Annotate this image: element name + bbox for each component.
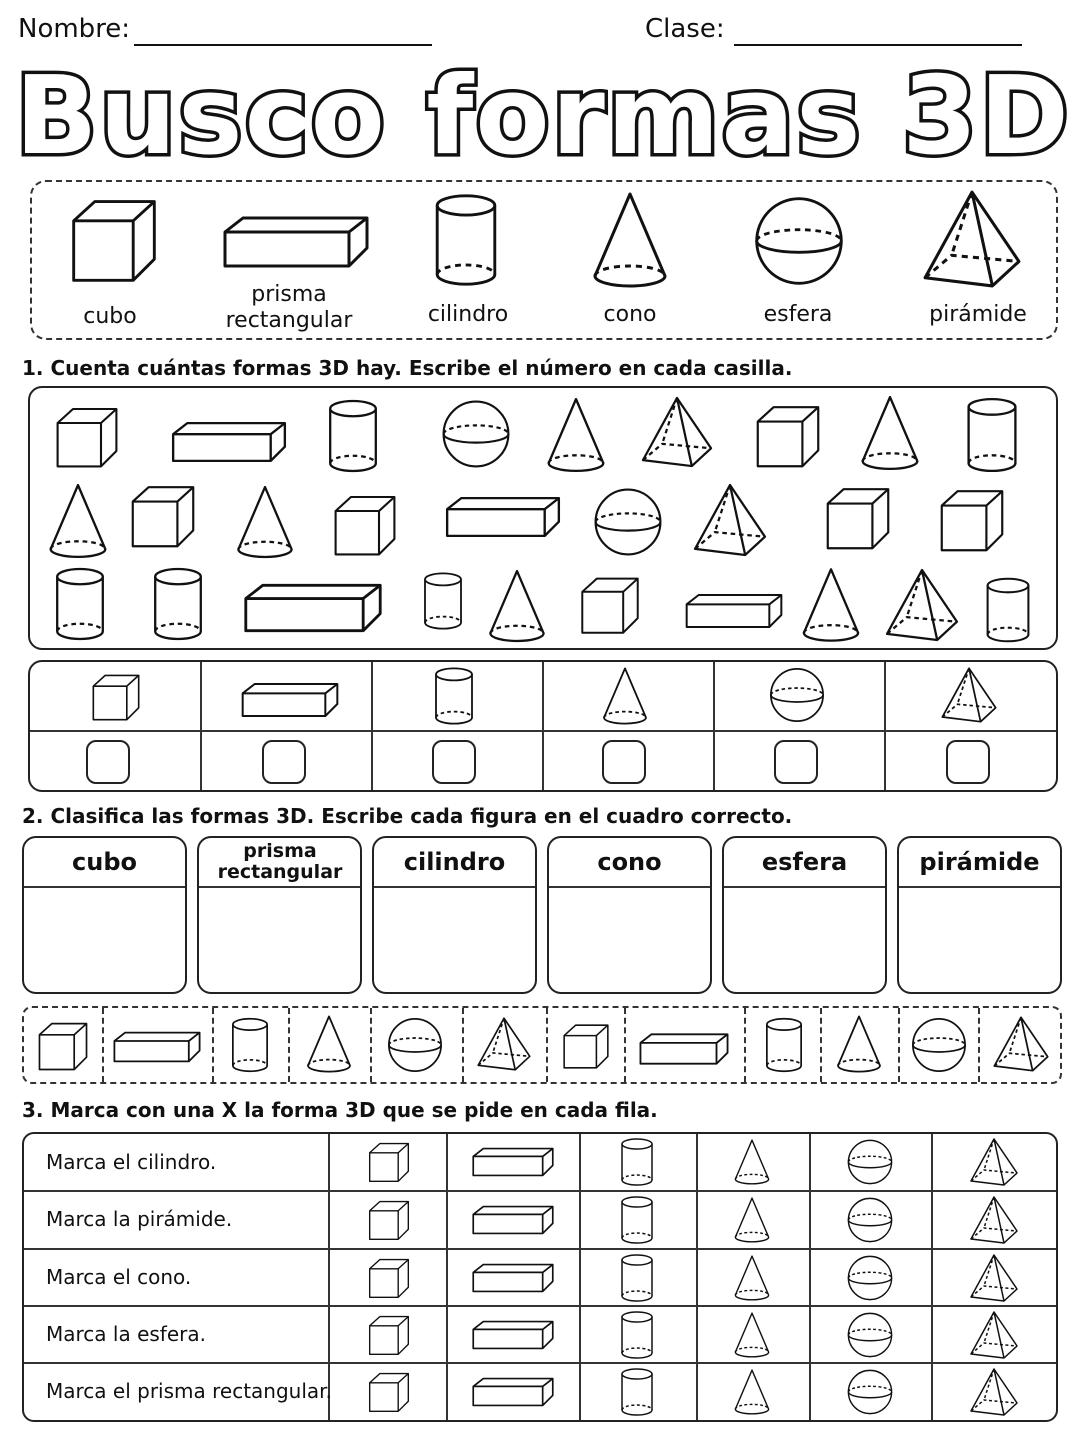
sphere-icon[interactable] [846,1311,894,1359]
rectangular-prism-icon[interactable] [471,1261,555,1295]
shape-legend [30,180,1058,340]
legend-label-cube: cubo [83,304,137,329]
count-answer-prism[interactable] [262,740,306,784]
cone-icon[interactable] [304,1014,354,1074]
sphere-icon[interactable] [386,1016,444,1074]
legend-label-pyramid: pirámide [929,302,1027,327]
pyramid-icon[interactable] [969,1195,1019,1245]
rectangular-prism-icon[interactable] [471,1318,555,1352]
cube-icon [66,192,162,288]
cube-icon [934,484,1010,556]
name-label: Nombre: [18,14,131,44]
cone-icon[interactable] [733,1253,771,1303]
category-heading-cube: cubo [72,848,137,876]
cylinder-icon [432,666,476,726]
count-answer-sphere[interactable] [774,740,818,784]
pyramid-icon[interactable] [969,1367,1019,1417]
cone-icon[interactable] [834,1014,884,1074]
cube-icon[interactable] [365,1255,413,1301]
sphere-icon [440,398,512,470]
pyramid-icon[interactable] [992,1014,1050,1074]
cylinder-icon[interactable] [764,1016,804,1074]
cube-icon[interactable] [365,1139,413,1185]
legend-label-cylinder: cilindro [427,302,509,327]
legend-label-cone: cono [603,302,657,327]
rectangular-prism-icon [242,572,384,644]
cone-icon [858,394,922,472]
cube-icon[interactable] [34,1018,92,1074]
sphere-icon [768,666,826,724]
cylinder-icon[interactable] [618,1310,656,1360]
cylinder-icon [326,398,380,474]
cylinder-icon [422,556,464,646]
cube-icon [576,572,644,638]
cylinder-icon[interactable] [618,1137,656,1187]
cube-icon[interactable] [365,1369,413,1415]
page-title: Busco formas 3D [15,54,1071,179]
cone-icon [600,666,650,726]
cylinder-icon[interactable] [618,1195,656,1245]
rectangular-prism-icon [444,486,562,548]
sphere-icon[interactable] [846,1138,894,1186]
category-heading-sphere: esfera [761,848,848,876]
cone-icon[interactable] [733,1367,771,1417]
rectangular-prism-icon [170,418,288,466]
section3-instruction: 3. Marca con una X la forma 3D que se pide en cada fila. [22,1098,658,1122]
sphere-icon [592,486,664,558]
rectangular-prism-icon [240,680,340,720]
cone-icon [590,188,670,292]
cylinder-icon[interactable] [618,1253,656,1303]
category-heading-cylinder: cilindro [403,848,506,876]
rectangular-prism-icon[interactable] [471,1203,555,1237]
count-answer-cone[interactable] [602,740,646,784]
cone-icon[interactable] [733,1310,771,1360]
cube-icon[interactable] [560,1020,612,1072]
cylinder-icon[interactable] [618,1367,656,1417]
pyramid-icon [692,476,768,564]
mark-row-label: Marca el cono. [46,1265,192,1289]
count-answer-cube[interactable] [86,740,130,784]
rectangular-prism-icon [220,212,372,272]
cube-icon [750,400,826,472]
cone-icon[interactable] [733,1195,771,1245]
mark-row-label: Marca el prisma rectangular. [46,1379,332,1403]
class-field[interactable] [734,44,1022,46]
cylinder-icon [982,576,1034,644]
pyramid-icon[interactable] [969,1137,1019,1187]
pyramid-icon [640,394,714,470]
cone-icon[interactable] [733,1137,771,1187]
cylinder-icon [430,192,502,288]
sphere-icon[interactable] [910,1016,968,1074]
name-field[interactable] [134,44,432,46]
cylinder-icon [150,566,206,642]
pyramid-icon[interactable] [969,1310,1019,1360]
section2-instruction: 2. Clasifica las formas 3D. Escribe cada figura en el cuadro correcto. [22,804,793,828]
cube-icon [88,670,144,724]
mark-row-label: Marca el cilindro. [46,1150,217,1174]
section1-instruction: 1. Cuenta cuántas formas 3D hay. Escribe el número en cada casilla. [22,356,793,380]
cone-icon [46,482,110,560]
cone-icon [800,566,862,644]
category-heading-pyramid: pirámide [919,848,1040,876]
rectangular-prism-icon[interactable] [471,1375,555,1409]
cube-icon[interactable] [365,1312,413,1358]
cone-icon [486,568,548,644]
mark-row-label: Marca la pirámide. [46,1207,233,1231]
pyramid-icon[interactable] [476,1014,532,1074]
cylinder-icon [964,396,1020,474]
pyramid-icon [884,566,960,644]
pyramid-icon [920,188,1024,290]
rectangular-prism-icon[interactable] [638,1030,730,1068]
legend-label-sphere: esfera [763,302,833,327]
cylinder-icon [52,566,108,642]
legend-label-prism: prisma rectangular [225,282,353,333]
mark-row-label: Marca la esfera. [46,1322,206,1346]
pyramid-icon [940,666,998,724]
class-label: Clase: [645,14,725,44]
cone-icon [234,484,296,560]
count-answer-pyramid[interactable] [946,740,990,784]
rectangular-prism-icon[interactable] [471,1145,555,1179]
cube-icon [124,480,202,552]
cube-icon[interactable] [365,1197,413,1243]
rectangular-prism-icon [684,584,784,638]
cylinder-icon[interactable] [230,1016,270,1074]
category-heading-prism: prisma rectangular [217,840,343,883]
cube-icon [328,490,402,560]
sphere-icon[interactable] [846,1368,894,1416]
sphere-icon [752,194,846,288]
count-answer-cylinder[interactable] [432,740,476,784]
cube-icon [818,482,898,554]
rectangular-prism-icon[interactable] [112,1028,202,1066]
sphere-icon[interactable] [846,1254,894,1302]
category-heading-cone: cono [597,848,662,876]
cone-icon [544,396,608,474]
pyramid-icon[interactable] [969,1253,1019,1303]
cube-icon [50,402,124,472]
sphere-icon[interactable] [846,1196,894,1244]
